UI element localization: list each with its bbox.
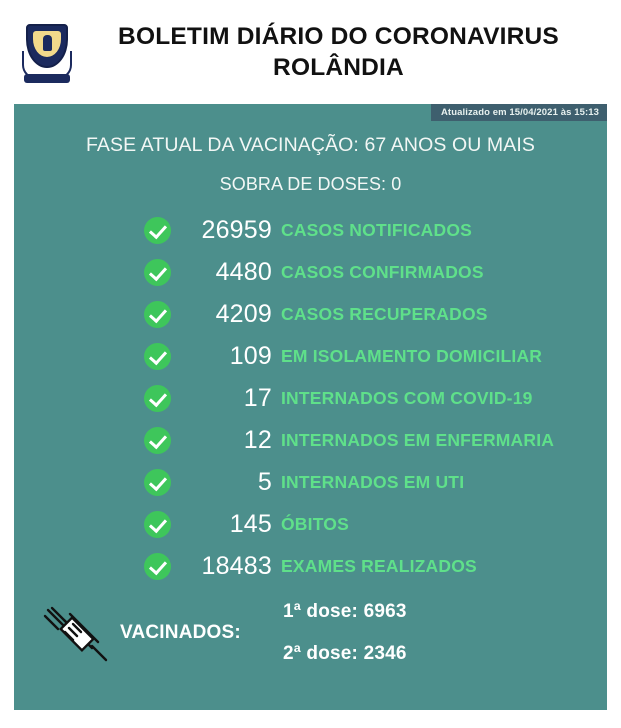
page-title: BOLETIM DIÁRIO DO CORONAVIRUS ROLÂNDIA [118,22,559,81]
stats-list [14,209,607,587]
check-circle-icon [144,343,171,370]
stat-value: 12 [243,425,272,454]
stat-row [14,251,607,293]
last-updated-badge: Atualizado em 15/04/2021 às 15:13 [431,104,607,121]
stat-value: 18483 [201,551,272,580]
stat-value: 109 [229,341,272,370]
stat-row [14,335,607,377]
stat-label: CASOS NOTIFICADOS [281,219,473,240]
check-circle-icon [144,427,171,454]
check-circle-icon [144,301,171,328]
stat-label: CASOS CONFIRMADOS [281,261,484,282]
coat-of-arms-icon [20,21,74,83]
dose-2-line: 2ª dose: 2346 [282,643,407,664]
stat-label: INTERNADOS EM UTI [281,471,465,492]
stat-value: 26959 [201,215,272,244]
stat-label: INTERNADOS COM COVID-19 [281,387,533,408]
stat-label: ÓBITOS [281,513,349,534]
stat-label: CASOS RECUPERADOS [281,303,488,324]
check-circle-icon [144,469,171,496]
stat-row [14,419,607,461]
stat-value: 4480 [215,257,272,286]
check-circle-icon [144,511,171,538]
vaccinated-label: VACINADOS: [120,622,241,643]
stat-value: 4209 [215,299,272,328]
page-header [14,0,607,104]
vaccinated-section [14,601,607,665]
dose-1-line: 1ª dose: 6963 [282,601,407,622]
stat-row [14,209,607,251]
stat-row [14,503,607,545]
stat-label: EXAMES REALIZADOS [281,555,477,576]
stat-row [14,545,607,587]
check-circle-icon [144,217,171,244]
stats-panel [14,104,607,710]
stat-row [14,461,607,503]
syringe-icon [40,604,112,662]
stat-value: 17 [243,383,272,412]
doses-left-text: SOBRA DE DOSES: 0 [219,174,402,194]
stat-row [14,377,607,419]
check-circle-icon [144,553,171,580]
vaccination-phase-text: FASE ATUAL DA VACINAÇÃO: 67 ANOS OU MAIS [85,134,536,156]
stat-value: 5 [257,467,272,496]
stat-label: INTERNADOS EM ENFERMARIA [281,429,555,450]
check-circle-icon [144,385,171,412]
stat-value: 145 [229,509,272,538]
stat-row [14,293,607,335]
doses-list [259,601,407,665]
stat-label: EM ISOLAMENTO DOMICILIAR [281,345,543,366]
check-circle-icon [144,259,171,286]
